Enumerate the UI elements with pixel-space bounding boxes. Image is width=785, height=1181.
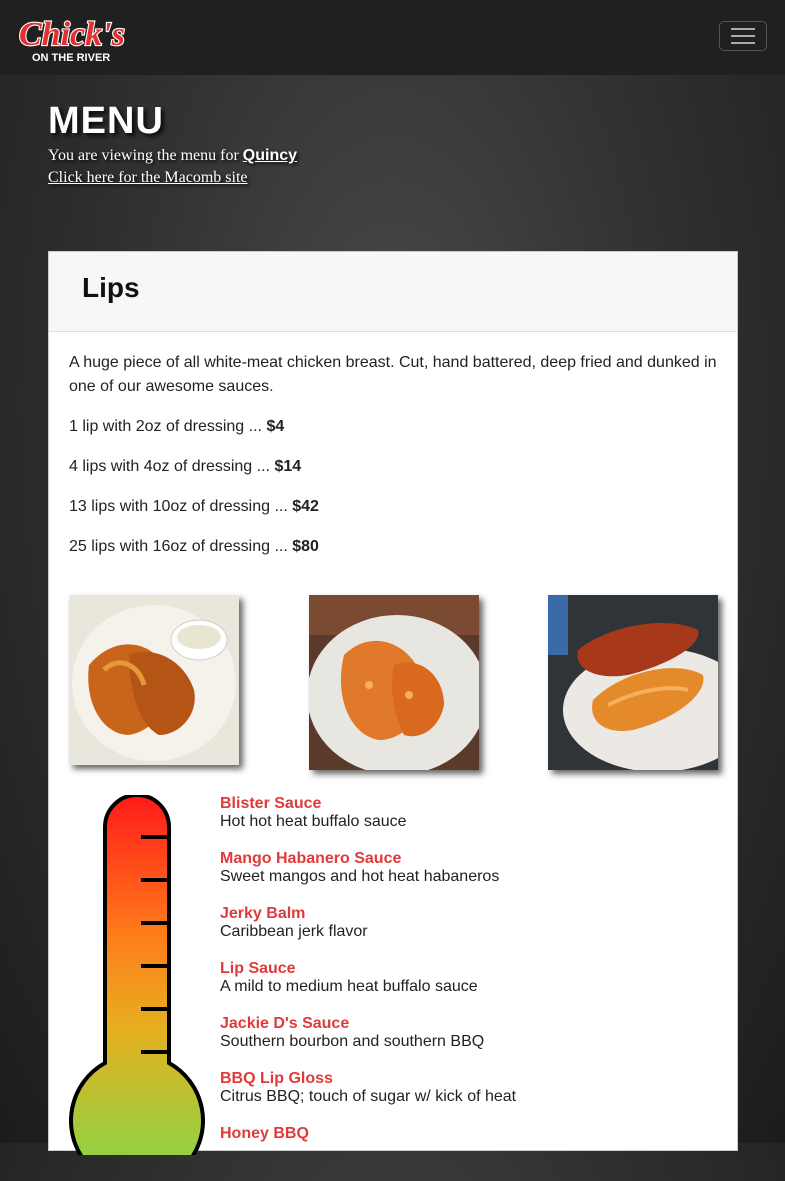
sauce-item <box>220 1125 717 1143</box>
navbar <box>0 0 785 75</box>
sauce-description: Southern bourbon and southern BBQ <box>220 1033 485 1050</box>
price-value: $14 <box>274 458 302 475</box>
sauce-name[interactable]: Jerky Balm <box>220 905 306 922</box>
price-row <box>69 535 717 559</box>
food-photo-1[interactable] <box>69 595 239 765</box>
sauce-name[interactable]: Mango Habanero Sauce <box>220 850 402 867</box>
sauce-description: A mild to medium heat buffalo sauce <box>220 978 478 995</box>
sauce-item <box>220 850 717 886</box>
heat-thermometer-icon <box>69 795 205 1155</box>
svg-text:Chick's: Chick's <box>19 16 125 53</box>
sauce-item <box>220 905 717 941</box>
macomb-site-link[interactable]: Click here for the Macomb site <box>48 169 248 186</box>
sauce-item <box>220 795 717 831</box>
sauce-name[interactable]: BBQ Lip Gloss <box>220 1070 333 1087</box>
menu-toggle-button[interactable] <box>719 21 767 51</box>
sauce-name[interactable]: Lip Sauce <box>220 960 296 977</box>
price-label: 25 lips with 16oz of dressing ... <box>69 538 288 555</box>
item-description: A huge piece of all white-meat chicken breast. Cut, hand battered, deep fried and dunked in one of our awesome sauces. <box>69 354 717 395</box>
sauce-name[interactable]: Blister Sauce <box>220 795 322 812</box>
page-title: MENU <box>48 100 164 142</box>
hero <box>48 100 297 187</box>
svg-text:ON THE RIVER: ON THE RIVER <box>32 52 111 64</box>
sauce-description: Hot hot heat buffalo sauce <box>220 813 407 830</box>
price-label: 1 lip with 2oz of dressing ... <box>69 418 262 435</box>
food-photo-2[interactable] <box>309 595 479 770</box>
sauce-description: Citrus BBQ; touch of sugar w/ kick of heat <box>220 1088 517 1105</box>
price-label: 4 lips with 4oz of dressing ... <box>69 458 270 475</box>
sauce-name[interactable]: Honey BBQ <box>220 1125 309 1142</box>
sauce-item <box>220 1070 717 1106</box>
price-value: $42 <box>292 498 319 515</box>
sauce-item <box>220 960 717 996</box>
sauce-list <box>220 795 717 1143</box>
price-row <box>69 455 717 479</box>
sauce-item <box>220 1015 717 1051</box>
photo-gallery <box>69 595 717 785</box>
chicks-logo[interactable] <box>16 12 138 66</box>
menu-item-card <box>48 251 738 1151</box>
sauce-section <box>69 795 717 1143</box>
price-row <box>69 415 717 439</box>
item-title: Lips <box>82 272 140 303</box>
location-link[interactable]: Quincy <box>242 147 298 164</box>
card-header <box>49 252 737 332</box>
viewing-prefix: You are viewing the menu for <box>48 147 239 164</box>
viewing-location-line <box>48 147 297 165</box>
price-row <box>69 495 717 519</box>
price-value: $80 <box>292 538 319 555</box>
food-photo-3[interactable] <box>548 595 718 770</box>
sauce-description: Sweet mangos and hot heat habaneros <box>220 868 500 885</box>
price-value: $4 <box>266 418 285 435</box>
sauce-description: Caribbean jerk flavor <box>220 923 368 940</box>
hamburger-icon <box>731 27 755 45</box>
card-body <box>49 332 737 1181</box>
sauce-name[interactable]: Jackie D's Sauce <box>220 1015 350 1032</box>
price-label: 13 lips with 10oz of dressing ... <box>69 498 288 515</box>
